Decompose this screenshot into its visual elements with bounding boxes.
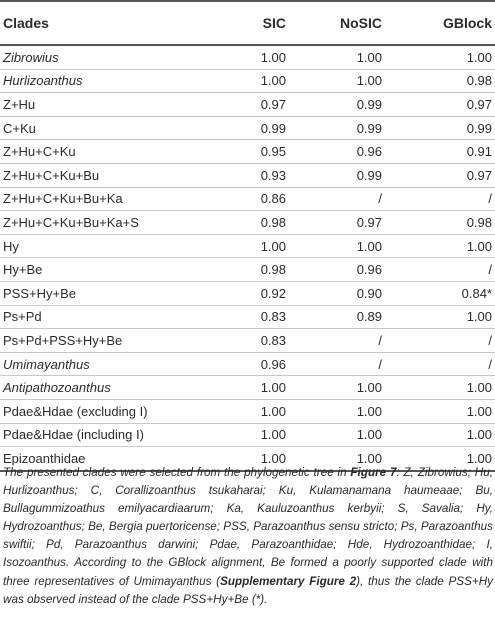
gblock-cell: /	[393, 258, 495, 282]
clade-cell: C+Ku	[0, 116, 196, 140]
table-row	[0, 69, 495, 93]
table-row	[0, 45, 495, 69]
table-row	[0, 163, 495, 187]
gblock-cell: 1.00	[393, 234, 495, 258]
nosic-cell: 0.89	[286, 305, 393, 329]
sic-cell: 0.96	[196, 352, 286, 376]
gblock-cell: 0.97	[393, 93, 495, 117]
clade-cell: Ps+Pd	[0, 305, 196, 329]
table-row	[0, 376, 495, 400]
table-row	[0, 329, 495, 353]
nosic-cell: 1.00	[286, 234, 393, 258]
footnote-text-1: The presented clades were selected from the phylogenetic tree in	[3, 466, 351, 479]
sic-cell: 1.00	[196, 45, 286, 69]
clade-cell: Pdae&Hdae (excluding I)	[0, 399, 196, 423]
footnote-text-2: : Z, Zibrowius; Hu, Hurlizoanthus; C, Corallizoanthus tsukaharai; Ku, Kulamanamana haumeaae; Bu, Bullagummizoathus emilyacardiaarum; Ka, Kauluzoanthus kerbyii; S, Savalia; Hy, Hydrozoanthus; Be, Bergia puertoricense; PSS, Parazoanthus sensu stricto; Ps, Parazoanthus swiftii; Pd, Parazoanthus darwini; Pdae, Parazoanthidae; Hde, Hydrozoanthidae; I, Isozoanthus. According to the GBlock alignment, Be formed a poorly supported clade with three representatives of Umimayanthus (	[3, 466, 493, 588]
header-sic: SIC	[196, 1, 286, 45]
gblock-cell: 0.98	[393, 211, 495, 235]
clade-cell: PSS+Hy+Be	[0, 281, 196, 305]
gblock-cell: /	[393, 329, 495, 353]
sic-cell: 1.00	[196, 376, 286, 400]
clade-cell: Pdae&Hdae (including I)	[0, 423, 196, 447]
nosic-cell: 0.97	[286, 211, 393, 235]
table-row	[0, 234, 495, 258]
table-row	[0, 352, 495, 376]
gblock-cell: /	[393, 187, 495, 211]
clade-cell: Umimayanthus	[0, 352, 196, 376]
gblock-cell: 0.91	[393, 140, 495, 164]
gblock-cell: 1.00	[393, 45, 495, 69]
gblock-cell: 1.00	[393, 376, 495, 400]
header-nosic: NoSIC	[286, 1, 393, 45]
header-clades: Clades	[0, 1, 196, 45]
table-row	[0, 187, 495, 211]
sic-cell: 1.00	[196, 423, 286, 447]
clade-cell: Hy	[0, 234, 196, 258]
sic-cell: 0.83	[196, 305, 286, 329]
nosic-cell: 0.96	[286, 258, 393, 282]
gblock-cell: 1.00	[393, 305, 495, 329]
nosic-cell: 0.96	[286, 140, 393, 164]
clade-cell: Zibrowius	[0, 45, 196, 69]
sic-cell: 1.00	[196, 447, 286, 471]
sic-cell: 1.00	[196, 399, 286, 423]
sic-cell: 0.97	[196, 93, 286, 117]
clade-cell: Z+Hu+C+Ku+Bu+Ka	[0, 187, 196, 211]
nosic-cell: 1.00	[286, 447, 393, 471]
nosic-cell: 0.99	[286, 116, 393, 140]
nosic-cell: 1.00	[286, 423, 393, 447]
gblock-cell: /	[393, 352, 495, 376]
supplementary-figure-2-reference[interactable]: Supplementary Figure 2	[220, 574, 357, 588]
table-row	[0, 140, 495, 164]
table-row	[0, 258, 495, 282]
table-row	[0, 211, 495, 235]
nosic-cell: 1.00	[286, 69, 393, 93]
sic-cell: 0.93	[196, 163, 286, 187]
clade-cell: Epizoanthidae	[0, 447, 196, 471]
nosic-cell: 1.00	[286, 45, 393, 69]
sic-cell: 0.92	[196, 281, 286, 305]
nosic-cell: /	[286, 352, 393, 376]
nosic-cell: 1.00	[286, 399, 393, 423]
table-body	[0, 45, 495, 471]
gblock-cell: 0.97	[393, 163, 495, 187]
sic-cell: 0.99	[196, 116, 286, 140]
nosic-cell: 0.90	[286, 281, 393, 305]
clade-cell: Z+Hu+C+Ku+Bu	[0, 163, 196, 187]
sic-cell: 0.98	[196, 258, 286, 282]
header-row	[0, 1, 495, 45]
clade-cell: Z+Hu+C+Ku	[0, 140, 196, 164]
nosic-cell: 1.00	[286, 376, 393, 400]
gblock-cell: 0.99	[393, 116, 495, 140]
clade-cell: Hy+Be	[0, 258, 196, 282]
sic-cell: 1.00	[196, 234, 286, 258]
clade-cell: Ps+Pd+PSS+Hy+Be	[0, 329, 196, 353]
table-row	[0, 423, 495, 447]
clade-cell: Z+Hu	[0, 93, 196, 117]
footnote-text-3: ), thus the clade PSS+Hy was observed instead of the clade PSS+Hy+Be (*).	[3, 574, 494, 606]
sic-cell: 0.83	[196, 329, 286, 353]
nosic-cell: 0.99	[286, 93, 393, 117]
figure-7-reference[interactable]: Figure 7	[350, 466, 397, 479]
table-row	[0, 399, 495, 423]
nosic-cell: /	[286, 187, 393, 211]
clade-cell: Hurlizoanthus	[0, 69, 196, 93]
gblock-cell: 1.00	[393, 399, 495, 423]
table-row	[0, 93, 495, 117]
sic-cell: 1.00	[196, 69, 286, 93]
header-gblock: GBlock	[393, 1, 495, 45]
nosic-cell: /	[286, 329, 393, 353]
table-row	[0, 305, 495, 329]
nosic-cell: 0.99	[286, 163, 393, 187]
table-row	[0, 116, 495, 140]
sic-cell: 0.95	[196, 140, 286, 164]
sic-cell: 0.98	[196, 211, 286, 235]
gblock-cell: 0.98	[393, 69, 495, 93]
gblock-cell: 0.84*	[393, 281, 495, 305]
table-footnote	[3, 464, 493, 609]
clade-cell: Z+Hu+C+Ku+Bu+Ka+S	[0, 211, 196, 235]
sic-cell: 0.86	[196, 187, 286, 211]
gblock-cell: 1.00	[393, 447, 495, 471]
table-row	[0, 281, 495, 305]
gblock-cell: 1.00	[393, 423, 495, 447]
clade-cell: Antipathozoanthus	[0, 376, 196, 400]
